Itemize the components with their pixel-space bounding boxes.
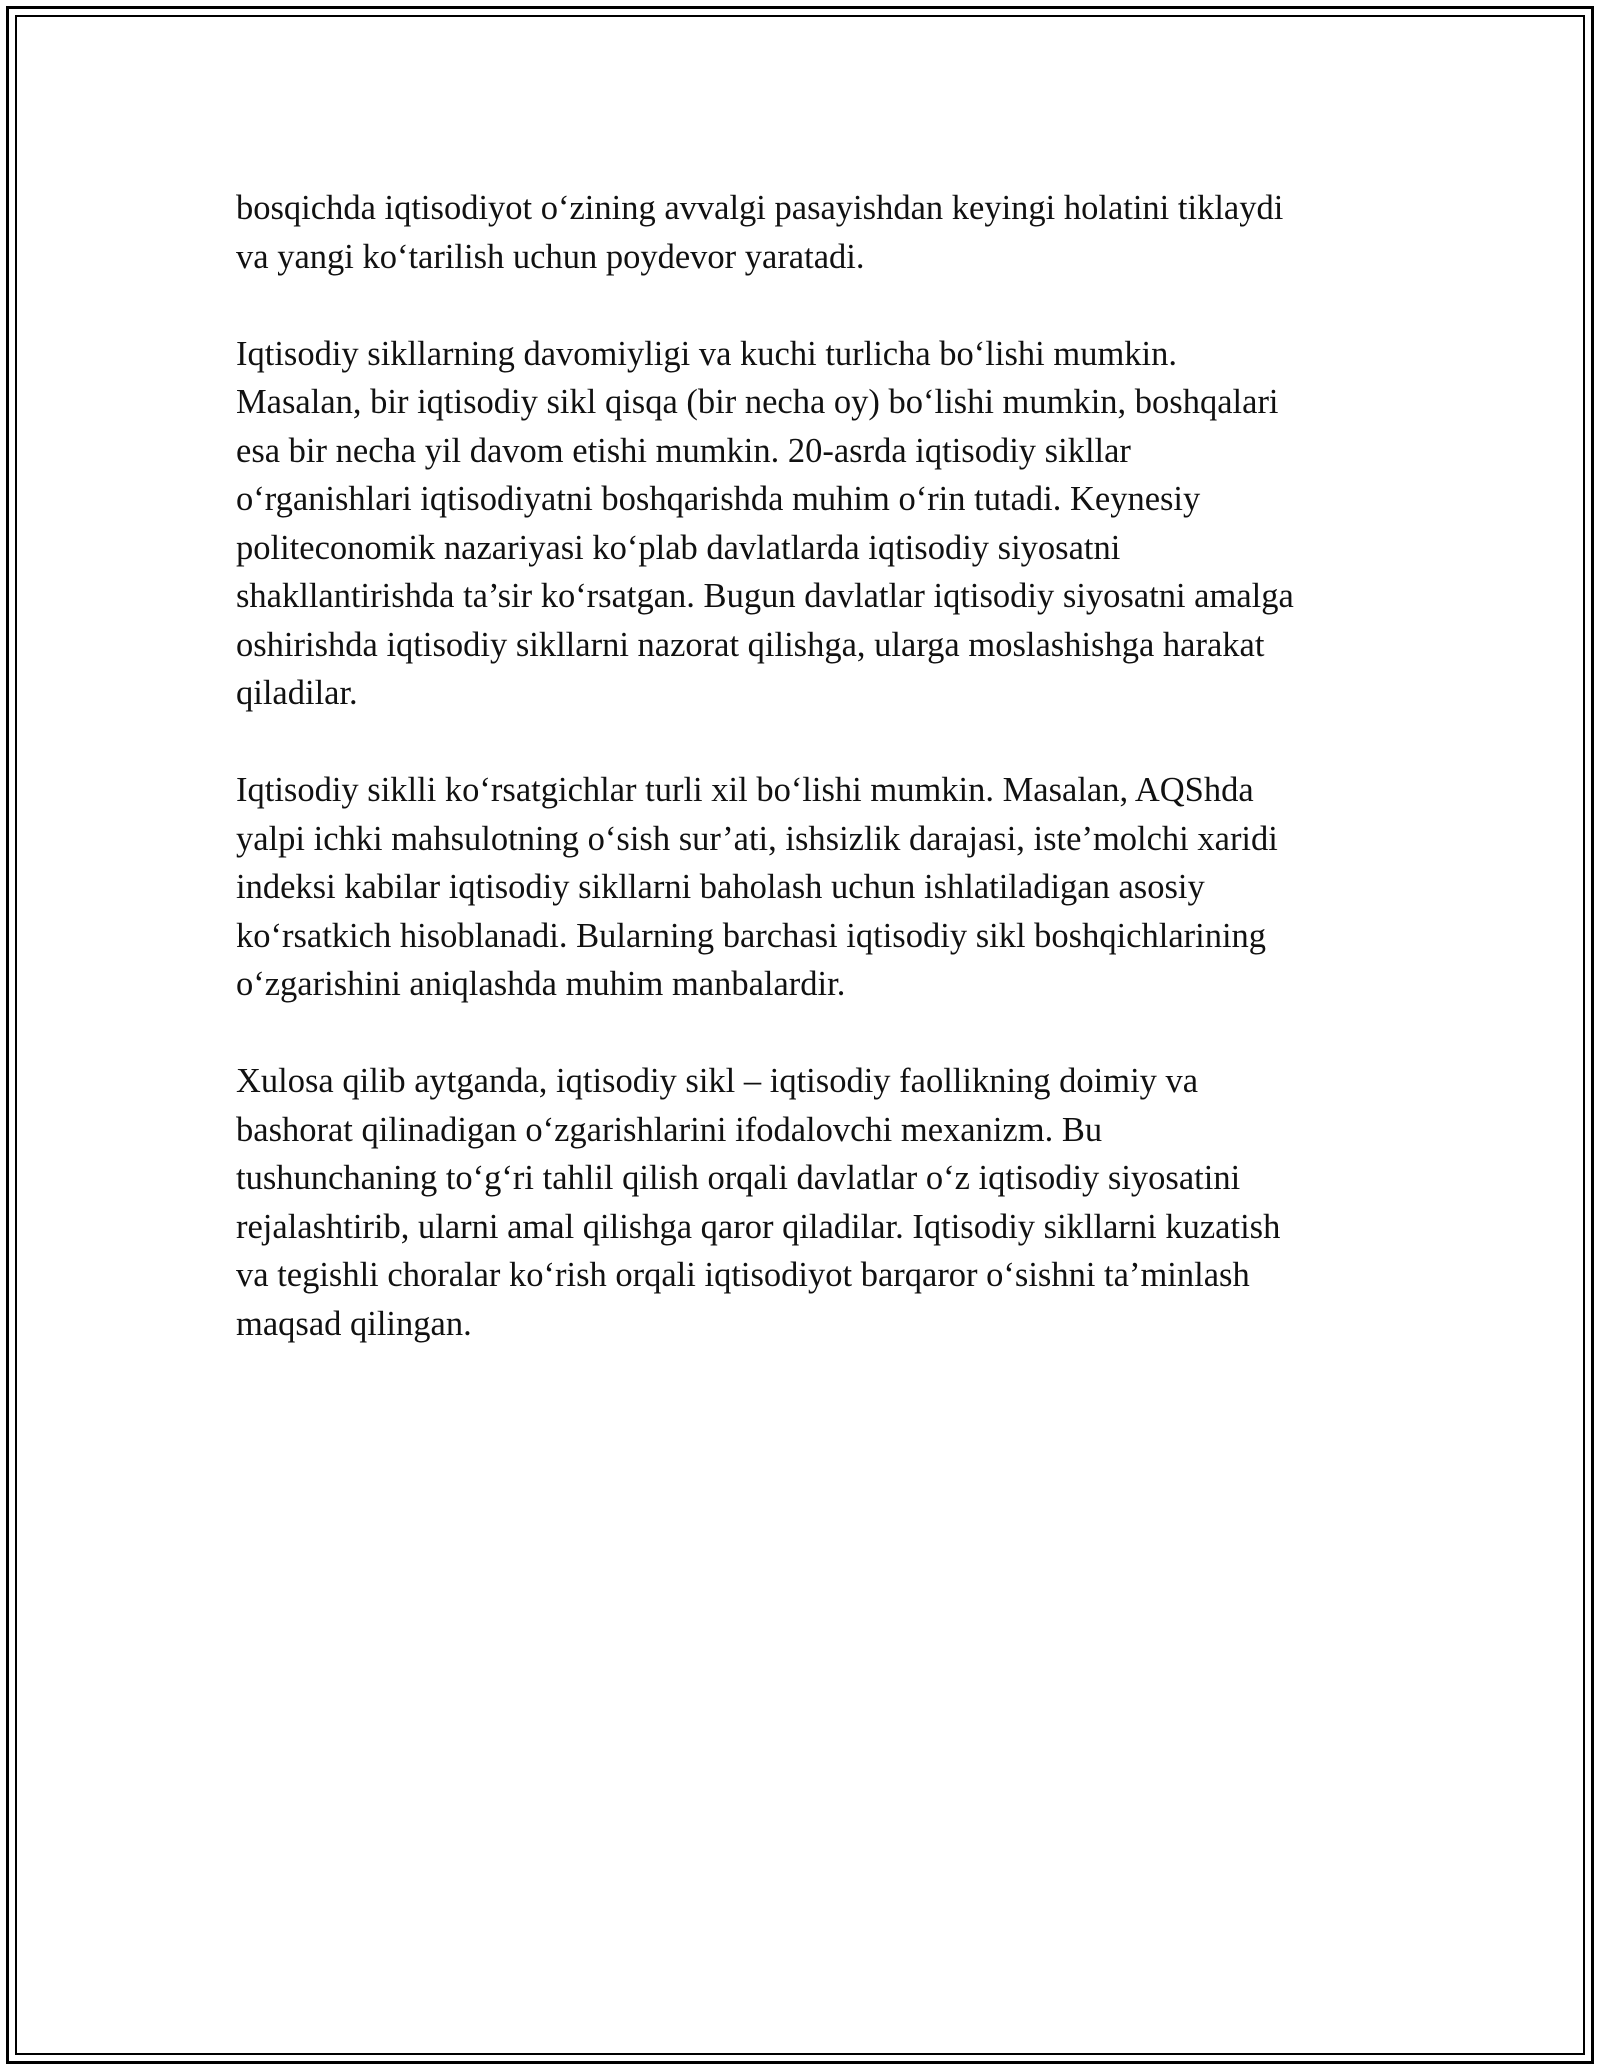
text-line: rejalashtirib, ularni amal qilishga qaror qiladilar. Iqtisodiy sikllarni kuzatish — [236, 1207, 1281, 1246]
text-line: politeconomik nazariyasi ko‘plab davlatlarda iqtisodiy siyosatni — [236, 528, 1121, 567]
text-line: ko‘rsatkich hisoblanadi. Bularning barchasi iqtisodiy sikl boshqichlarining — [236, 916, 1267, 955]
text-line: oshirishda iqtisodiy sikllarni nazorat qilishga, ularga moslashishga harakat — [236, 625, 1265, 664]
text-line: yalpi ichki mahsulotning o‘sish sur’ati, ishsizlik darajasi, iste’molchi xaridi — [236, 819, 1278, 858]
text-line: Xulosa qilib aytganda, iqtisodiy sikl – iqtisodiy faollikning doimiy va — [236, 1062, 1199, 1100]
text-line: qiladilar. — [236, 674, 358, 712]
text-line: maqsad qilingan. — [236, 1304, 472, 1343]
paragraph-4 — [236, 1057, 1376, 1348]
paragraph-2 — [236, 330, 1376, 718]
text-line: indeksi kabilar iqtisodiy sikllarni baholash uchun ishlatiladigan asosiy — [236, 868, 1205, 906]
text-line: o‘zgarishini aniqlashda muhim manbalardir. — [236, 965, 846, 1003]
document-body — [236, 184, 1376, 1397]
text-line: tushunchaning to‘g‘ri tahlil qilish orqali davlatlar o‘z iqtisodiy siyosatini — [236, 1159, 1241, 1197]
paragraph-3 — [236, 766, 1376, 1009]
text-line: Masalan, bir iqtisodiy sikl qisqa (bir necha oy) bo‘lishi mumkin, boshqalari — [236, 383, 1279, 421]
text-line: shakllantirishda ta’sir ko‘rsatgan. Bugun davlatlar iqtisodiy siyosatni amalga — [236, 577, 1294, 615]
text-line: va tegishli choralar ko‘rish orqali iqtisodiyot barqaror o‘sishni ta’minlash — [236, 1256, 1250, 1294]
text-line: Iqtisodiy siklli ko‘rsatgichlar turli xil bo‘lishi mumkin. Masalan, AQShda — [236, 771, 1254, 809]
text-line: bosqichda iqtisodiyot o‘zining avvalgi pasayishdan keyingi holatini tiklaydi — [236, 189, 1284, 227]
paragraph-1 — [236, 184, 1376, 281]
text-line: bashorat qilinadigan o‘zgarishlarini ifodalovchi mexanizm. Bu — [236, 1110, 1103, 1149]
text-line: esa bir necha yil davom etishi mumkin. 20-asrda iqtisodiy sikllar — [236, 431, 1131, 470]
text-line: o‘rganishlari iqtisodiyatni boshqarishda muhim o‘rin tutadi. Keynesiy — [236, 480, 1201, 518]
text-line: Iqtisodiy sikllarning davomiyligi va kuchi turlicha bo‘lishi mumkin. — [236, 334, 1177, 373]
text-line: va yangi ko‘tarilish uchun poydevor yaratadi. — [236, 237, 865, 276]
